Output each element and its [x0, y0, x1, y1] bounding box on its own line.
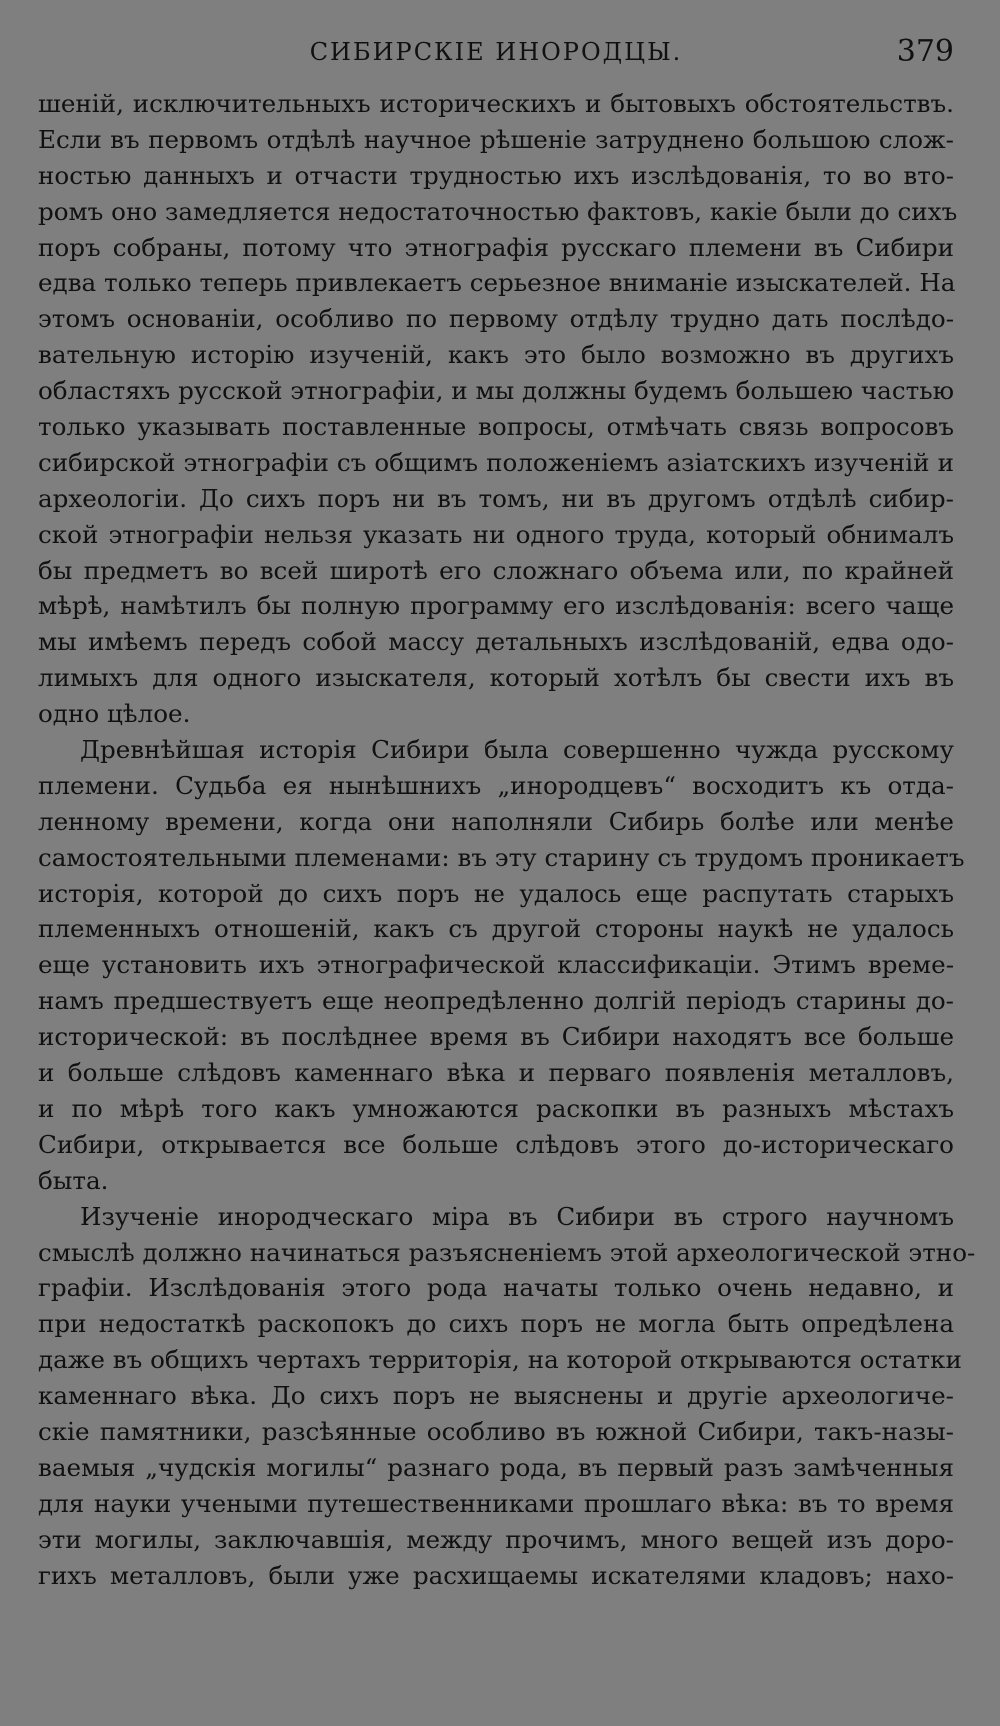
text-line: племенныхъ отношеній, какъ съ другой стороны наукѣ не удалось: [38, 914, 954, 944]
text-line: шеній, исключительныхъ историческихъ и бытовыхъ обстоятельствъ.: [38, 89, 954, 118]
text-line: бы предметъ во всей широтѣ его сложнаго объема или, по крайней: [38, 555, 954, 585]
text-line: еще установить ихъ этнографической классификаціи. Этимъ време-: [38, 950, 954, 980]
book-page: [38, 30, 976, 1593]
text-line: даже въ общихъ чертахъ территорія, на которой открываются остатки: [38, 1345, 962, 1375]
text-line: археологіи. До сихъ поръ ни въ томъ, ни въ другомъ отдѣлѣ сибир-: [38, 483, 954, 513]
text-line: этомъ основаніи, особливо по первому отдѣлу трудно дать послѣдо-: [38, 304, 954, 334]
text-line: Сибири, открывается все больше слѣдовъ этого до-историческаго: [38, 1129, 954, 1159]
running-title: СИБИРСКІЕ ИНОРОДЦЫ.: [309, 38, 683, 66]
text-line: мѣрѣ, намѣтилъ бы полную программу его изслѣдованія: всего чаще: [38, 591, 954, 621]
text-line: одно цѣлое.: [38, 699, 191, 729]
page-header: [38, 30, 954, 80]
text-line: ностью данныхъ и отчасти трудностью ихъ изслѣдованія, то во вто-: [38, 160, 954, 190]
text-line: эти могилы, заключавшія, между прочимъ, много вещей изъ доро-: [38, 1524, 954, 1554]
text-line: смыслѣ должно начинаться разъясненіемъ этой археологической этно-: [38, 1237, 976, 1267]
text-line: графіи. Изслѣдованія этого рода начаты только очень недавно, и: [38, 1273, 954, 1303]
text-line: исторической: въ послѣднее время въ Сибири находятъ все больше: [38, 1022, 954, 1052]
text-line: намъ предшествуетъ еще неопредѣленно долгій періодъ старины до-: [38, 986, 954, 1016]
text-line: едва только теперь привлекаетъ серьезное вниманіе изыскателей. На: [38, 268, 956, 298]
text-line: сибирской этнографіи съ общимъ положеніемъ азіатскихъ изученій и: [38, 447, 954, 477]
text-line: и по мѣрѣ того какъ умножаются раскопки въ разныхъ мѣстахъ: [38, 1093, 954, 1123]
text-line: скіе памятники, разсѣянные особливо въ южной Сибири, такъ-назы-: [38, 1416, 954, 1446]
text-line: ваемыя „чудскія могилы“ разнаго рода, въ первый разъ замѣченныя: [38, 1452, 954, 1482]
page-number: 379: [896, 34, 954, 69]
text-line: и больше слѣдовъ каменнаго вѣка и перваго появленія металловъ,: [38, 1058, 954, 1088]
text-line: ромъ оно замедляется недостаточностью фактовъ, какіе были до сихъ: [38, 196, 958, 226]
text-line: гихъ металловъ, были уже расхищаемы искателями кладовъ; нахо-: [38, 1560, 954, 1590]
text-line: областяхъ русской этнографіи, и мы должны будемъ большею частью: [38, 376, 954, 406]
text-line: вательную исторію изученій, какъ это было возможно въ другихъ: [38, 340, 954, 370]
text-line: при недостаткѣ раскопокъ до сихъ поръ не могла быть опредѣлена: [38, 1309, 954, 1339]
text-line: поръ собраны, потому что этнографія русскаго племени въ Сибири: [38, 232, 954, 262]
text-line: ленному времени, когда они наполняли Сибирь болѣе или менѣе: [38, 806, 954, 836]
paragraph: [38, 1199, 976, 1594]
text-line: каменнаго вѣка. До сихъ поръ не выяснены и другіе археологиче-: [38, 1381, 954, 1411]
text-line: исторія, которой до сихъ поръ не удалось еще распутать старыхъ: [38, 878, 954, 908]
text-line: племени. Судьба ея нынѣшнихъ „инородцевъ“ восходитъ къ отда-: [38, 770, 954, 800]
paragraph: [38, 732, 965, 1199]
text-line: для науки учеными путешественниками прошлаго вѣка: въ то время: [38, 1488, 954, 1518]
text-line: ской этнографіи нельзя указать ни одного труда, который обнималъ: [38, 519, 954, 549]
text-line: Древнѣйшая исторія Сибири была совершенно чужда русскому: [80, 735, 954, 765]
paragraph: [38, 86, 958, 732]
text-line: Изученіе инородческаго міра въ Сибири въ строго научномъ: [80, 1201, 954, 1231]
text-line: мы имѣемъ передъ собой массу детальныхъ изслѣдованій, едва одо-: [38, 627, 954, 657]
text-line: Если въ первомъ отдѣлѣ научное рѣшеніе затруднено большою слож-: [38, 124, 954, 154]
text-line: лимыхъ для одного изыскателя, который хотѣлъ бы свести ихъ въ: [38, 663, 954, 693]
text-line: быта.: [38, 1165, 109, 1195]
text-line: самостоятельными племенами: въ эту старину съ трудомъ проникаетъ: [38, 842, 965, 872]
text-line: только указывать поставленные вопросы, отмѣчать связь вопросовъ: [38, 412, 954, 442]
body-text: [38, 86, 976, 1593]
